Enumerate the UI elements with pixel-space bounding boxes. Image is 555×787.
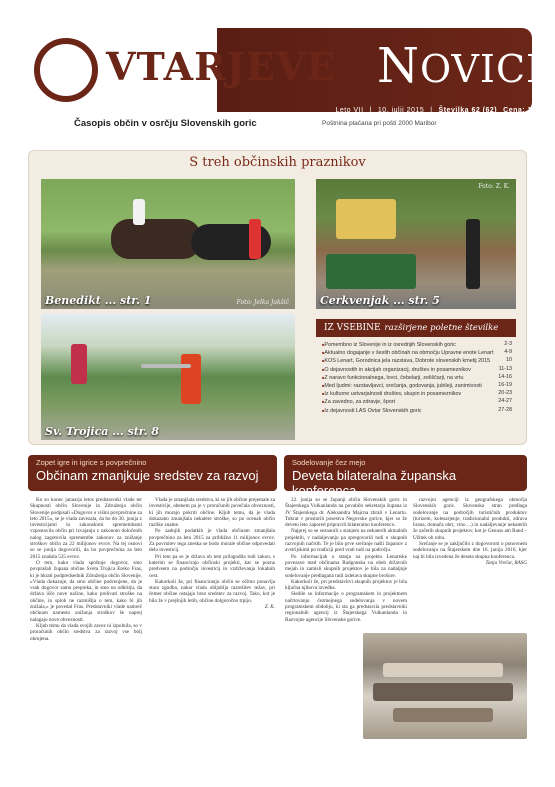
- photo-caption-cerkvenjak: Cerkvenjak ... str. 5: [320, 294, 440, 307]
- article-left-paragraph: Pri tem pa se je država ob tem prilagodila tudi zakon, s katerim se financirajo občinski projekti, kar se pozna predvsem na področju investicij in vzdrževanja lokalnih cest.: [149, 553, 275, 579]
- postage-note: Poštnina plačana pri pošti 2000 Maribor: [322, 120, 437, 127]
- toc-item[interactable]: ■ Iz kulturne ustvarjalnosti društev, skupin in posameznikov 20-23: [322, 390, 512, 398]
- toc-heading: IZ VSEBINE: [324, 323, 381, 333]
- article-right-headline: Deveta bilateralna županska konferenca: [292, 468, 457, 498]
- issue-number: Številka 62 (62): [438, 106, 498, 114]
- toc-item[interactable]: ■ KOS Lenart, Gorodnica jela razstava, Dobrote slovenskih kmetij 2015 10: [322, 357, 512, 365]
- article-right-paragraph: Sledile so informacije o programskem in projektnem načrtovanju čezmejnega sodelovanja v novem programskem obdobju, ki sta ga predstavila predstavniki regionalnih agencij iz Štajerskega Vulkanlanda in Razvojne agencije Slovenske gorice.: [285, 591, 407, 623]
- masthead-title-ovtarjeve: VTARJEVE: [106, 44, 337, 89]
- toc-item[interactable]: ■ Pomembno iz Slovenije in iz osrednjih Slovenskih goric 2-3: [322, 341, 512, 349]
- article-right-paragraph: razvojni agenciji iz geografskega območja Slovenskih goric. Slovenska stran predlaga sodelovanje na področjih turističnih produktov (turizem, kolesarjenje, tradicionalni produkti, zdrava hrana, domača obrt, vino ...) in nadaljevanje nekaterih že začetih skupnih projektov, kot je Genuss am Rand – Užitek ob robu.: [413, 497, 527, 541]
- issue-separator: |: [369, 106, 372, 114]
- article-left-paragraph: O tem, kako vlada spoštuje dogovor, smo povprašali župana občine Sveta Trojica Ereko Fras, ki je hkrati podpredsednik Združenja občin Slovenije. »Vlada dokazuje, da smo občine podcenjene, da je vsak dogovor samo prepreka, in smo na odkritju, da država išče nove načine, kako prelivati stroške na občine, in sploh ne razmišlja o tem, kako bi jih znižala,« je povedal Fras. Predstavniki vlade namreč občinam namesto znižanja stroškov še naprej nalagajo nove obveznosti.: [30, 559, 142, 623]
- article-left-header: [28, 455, 277, 491]
- article-left-paragraph: Vlada je zmanjšala sredstva, ki so jih občine prejemale za investicije, obenem pa je v proračunih povečala obveznosti, ki jih morajo pokriti občine. Kljub temu, da je vlada dokazano zmanjšala nekatere stroške, so po ocenah občin razlike znatne.: [149, 497, 275, 529]
- photo-benedikt: [41, 179, 295, 309]
- article-left-kicker: Zopet igre in igrice s povprečnino: [36, 458, 147, 467]
- photo-caption-sv-trojica: Sv. Trojica ... str. 8: [45, 425, 159, 438]
- article-right-paragraph: Srečanje se je zaključilo z dogovorom o ponovnem sodelovanju na Štajerskem dne 16. junija 2016, kjer naj bi bila izvedena že deseta skupna konferenca.: [413, 541, 527, 560]
- issue-bar: [239, 102, 554, 118]
- masthead-subtitle: Časopis občin v osrčju Slovenskih goric: [74, 118, 257, 129]
- toc-item[interactable]: ■ Za zavedno, za zdravje, šport 24-27: [322, 398, 512, 406]
- article-right-paragraph: 22. junija so se županji občin Slovenskih goric in Štajerskega Vulkanlanda na povabilo sekretarja župana iz JV Štajerskega dr. Aleksandra Majcna zbrali v Lenartu. Tokrat v prostorih posestva Negovske gorice, kjer so že deveto leto zapored pripravili bilateralno konferenco.: [285, 497, 407, 529]
- masthead-title-part1: [106, 44, 336, 89]
- feature-title: S treh občinskih praznikov: [189, 155, 366, 170]
- masthead-n-letter: N: [377, 38, 420, 94]
- article-right-paragraph: Po informacijah o stanju na projektu Lenartske povezave med občinama Radgonska na obeh državnih mejah in zamisli skupnih projektov je bila za nadaljnje sodelovanje predlagana tudi izdelava skupne brošure.: [285, 553, 407, 579]
- feature-section: [28, 150, 527, 445]
- issue-separator-2: |: [430, 106, 433, 114]
- photo-credit-benedikt: Foto: Jelka Jakšič: [236, 299, 289, 306]
- photo-credit-cerkvenjak: Foto: Z. K.: [478, 183, 510, 190]
- article-left-paragraph: Kljub temu da vlada svojih zavez ni izpolnila, so v proračunih občin sredstva za razvoj vse bolj okrnjena.: [30, 622, 142, 642]
- issue-year: Leto VII: [335, 106, 364, 114]
- article-right-column-2: [413, 497, 527, 607]
- table-of-contents: [316, 319, 516, 437]
- issue-date: 10. julij 2015: [377, 106, 425, 114]
- photo-sv-trojica: [41, 314, 295, 440]
- article-right-header: [284, 455, 527, 498]
- article-left-column-1: [30, 497, 142, 767]
- article-right-kicker: Sodelovanje čez mejo: [292, 458, 366, 467]
- toc-item[interactable]: ■ Z naravo funkcionalnega, lovci, čebelarji, zeliščarji, na vrtu 14-16: [322, 374, 512, 382]
- toc-header: [316, 319, 516, 337]
- issue-price: Cena: 1,70 €: [503, 106, 550, 114]
- masthead-o-ring: [34, 38, 98, 102]
- article-left-paragraph: Po zadnjih podatkih je vlada občinam zmanjšala povprečnino za leto 2015 za približno 11 milijonov evrov. Za povrnitev tega zneska se bodo morale občine odpovedati delu investicij.: [149, 528, 275, 554]
- article-left-column-2: [149, 497, 275, 697]
- article-left-paragraph: Ko so konec januarja letos predstavniki vlade ter Skupnosti občin Slovenije in Združenja občin Slovenije podpisali »Dogovor o višini povprečnine za leto 2015«, se je vlada zavezala, da bo do 30. junija z investicijami in zakonskimi spremembami vzpostavila občin pri izvajanju z zakonom določenih nalog zagotovila spremembe zakonov za znižanje stroškov občin za 22 milijonov evrov. Na tej osnovi so se junija dogovorili, da bo povprečnina za leto 2015 znašala 525 evrov.: [30, 497, 142, 560]
- toc-subheading: razširjene poletne številke: [384, 323, 499, 333]
- masthead-title-novice: OVICE: [420, 47, 555, 91]
- article-right-paragraph: Najprej so se seznanili s stanjem na nekaterih aktualnih projektih, v nadaljevanju pa spregovorili tudi o skupnih razvojnih načrtih. Te je bilo prve srečanje našli županov z avstrijskimi po tradiciji pred vrati tudi na področju.: [285, 528, 407, 554]
- toc-item[interactable]: ■ O dejavnostih in akcijah organizacij, društev in posameznikov 11-13: [322, 366, 512, 374]
- article-right-signature: Tanja Vrečar, RASG: [485, 559, 527, 566]
- article-left-signature: Z. K.: [264, 604, 275, 611]
- toc-item[interactable]: ■ Med ljudmi: razstavljavci, srečanja, godovanja, jubileji, zanimivosti 16-19: [322, 382, 512, 390]
- masthead: [22, 28, 555, 129]
- masthead-title-part2: [377, 38, 555, 94]
- article-right-paragraph: Kakorkoli že, pri predstavitvi skupnih projektov je bila ključna njihova izvedba.: [285, 578, 407, 592]
- photo-conference: [363, 633, 527, 739]
- photo-caption-benedikt: Benedikt ... str. 1: [45, 294, 152, 307]
- toc-item[interactable]: ■ Iz dejavnosti LAS Ovtar Slovenskih goric 27-28: [322, 407, 512, 415]
- toc-item[interactable]: ■ Aktualno dogajanje v šestih občinah na območju Upravne enote Lenart 4-9: [322, 349, 512, 357]
- article-left-paragraph: Kakorkoli že, pri financiranju občin se očitno ponavlja stara zgodba, nakar vlada obljublja razrešitev težav, pri čemer občine ostajajo brez sredstev za razvoj. Tako, kot je bilo že v prejšnjih letih, občine dolgoročno trpijo.: [149, 578, 275, 604]
- toc-list: [316, 337, 516, 415]
- photo-cerkvenjak: [316, 179, 516, 309]
- article-left-headline: Občinam zmanjkuje sredstev za razvoj: [36, 468, 259, 483]
